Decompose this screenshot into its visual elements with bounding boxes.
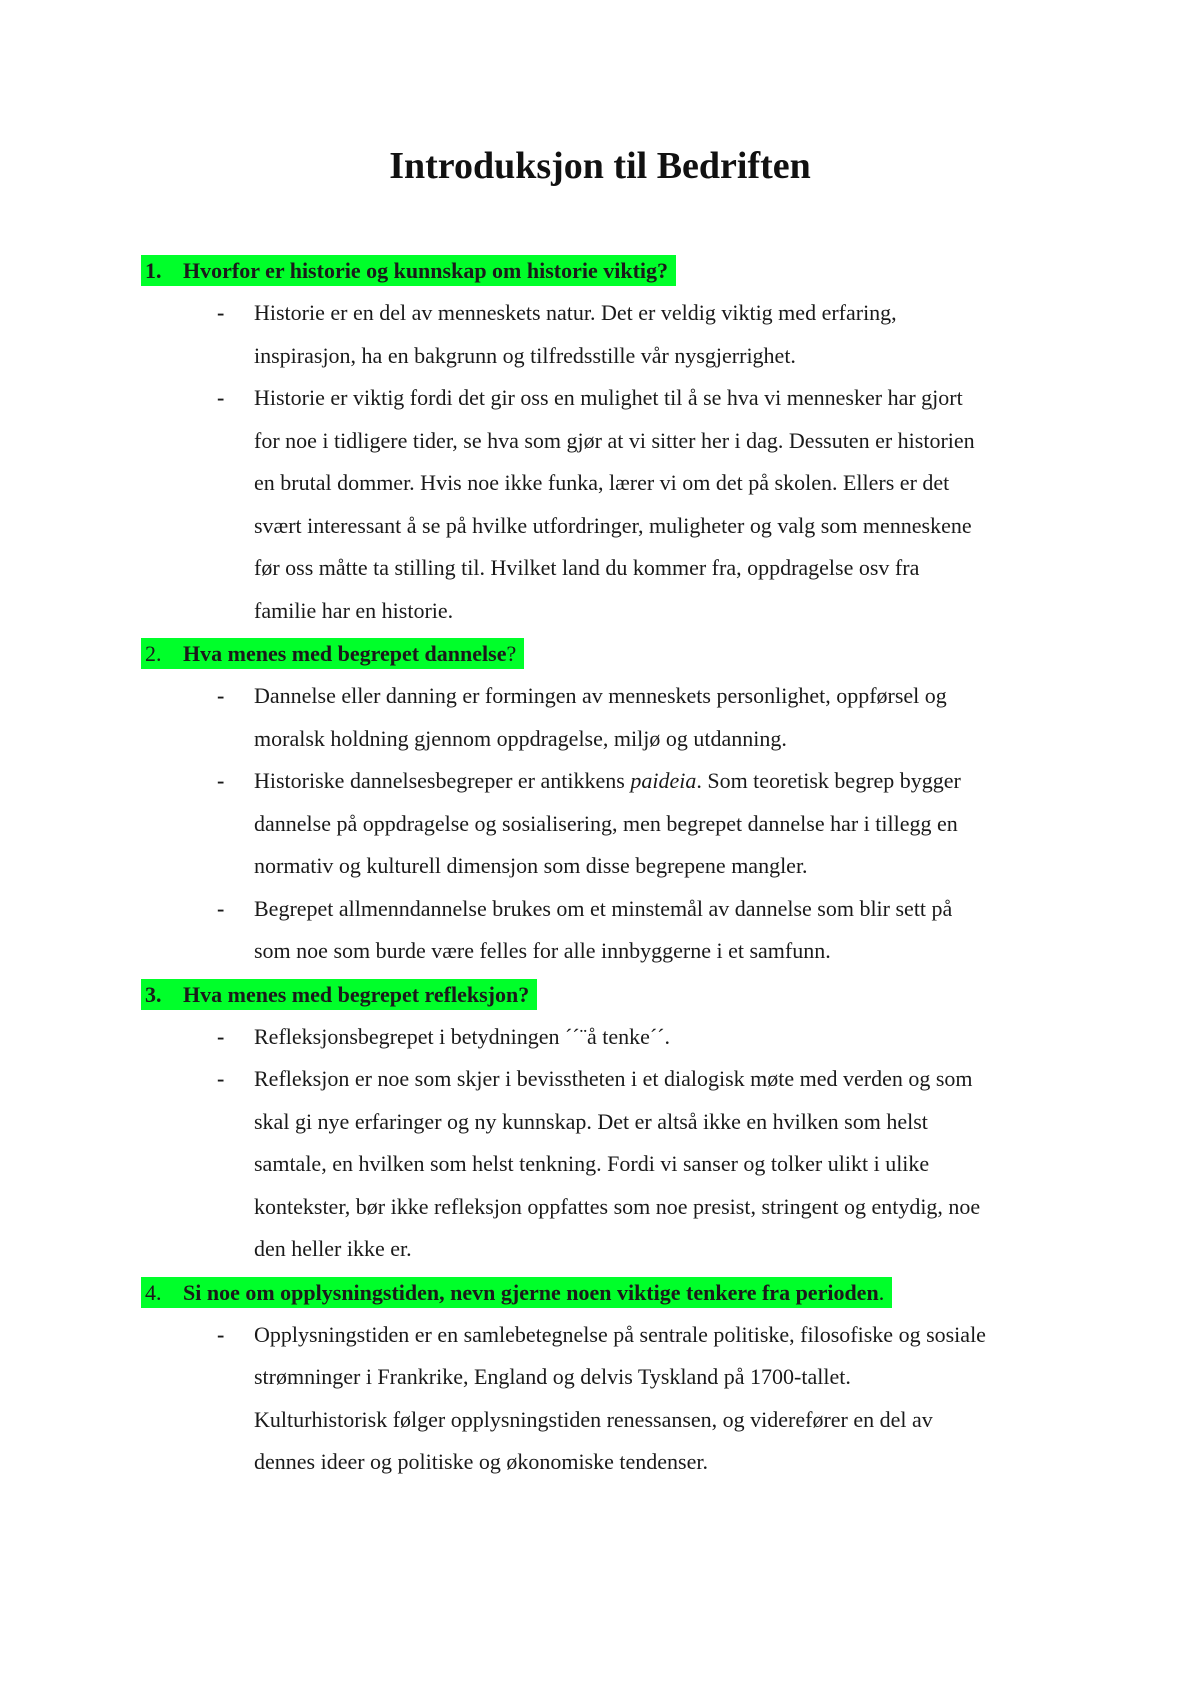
bullet-dash: - <box>217 768 225 793</box>
answer-line: Begrepet allmenndannelse brukes om et minstemål av dannelse som blir sett på <box>254 895 953 921</box>
answer-item <box>141 292 1091 377</box>
answer-line: skal gi nye erfaringer og ny kunnskap. Det er altså ikke en hvilken som helst <box>254 1108 928 1134</box>
answer-item <box>141 1016 1091 1059</box>
question-suffix: . <box>878 1279 885 1305</box>
answer-item <box>141 888 1091 973</box>
question-number: 4. <box>145 1279 162 1305</box>
italic-term: paideia <box>630 768 697 793</box>
answer-text: Historiske dannelsesbegreper er antikkens <box>254 768 631 793</box>
bullet-dash: - <box>217 385 225 410</box>
answer-line: den heller ikke er. <box>254 1236 412 1261</box>
page-title: Introduksjon til Bedriften <box>389 145 811 187</box>
question-text: Hva menes med begrepet dannelse <box>183 641 507 666</box>
answer-line: normativ og kulturell dimensjon som disse begrepene mangler. <box>254 853 808 878</box>
question-text: Hvorfor er historie og kunnskap om historie viktig? <box>183 258 669 283</box>
answer-line: dannelse på oppdragelse og sosialisering, men begrepet dannelse har i tillegg en <box>254 810 958 836</box>
question-text: Si noe om opplysningstiden, nevn gjerne noen viktige tenkere fra perioden <box>183 1279 879 1305</box>
answer-item <box>141 377 1091 632</box>
question-4 <box>141 1271 1091 1314</box>
answer-line <box>254 760 1091 803</box>
answer-line: som noe som burde være felles for alle innbyggerne i et samfunn. <box>254 938 831 963</box>
bullet-dash: - <box>217 1066 225 1091</box>
bullet-dash: - <box>217 300 225 325</box>
answer-line: Historie er viktig fordi det gir oss en mulighet til å se hva vi mennesker har gjort <box>254 385 963 410</box>
answer-line: inspirasjon, ha en bakgrunn og tilfredsstille vår nysgjerrighet. <box>254 342 796 368</box>
answer-line: samtale, en hvilken som helst tenkning. Fordi vi sanser og tolker ulikt i ulike <box>254 1151 930 1176</box>
answer-line: familie har en historie. <box>254 597 454 623</box>
answer-line: før oss måtte ta stilling til. Hvilket land du kommer fra, oppdragelse osv fra <box>254 555 920 580</box>
question-2 <box>141 632 1091 675</box>
answer-line: strømninger i Frankrike, England og delvis Tyskland på 1700-tallet. <box>254 1364 851 1389</box>
answer-line: moralsk holdning gjennom oppdragelse, miljø og utdanning. <box>254 725 787 751</box>
answer-line: kontekster, bør ikke refleksjon oppfattes som noe presist, stringent og entydig, noe <box>254 1193 981 1219</box>
bullet-dash: - <box>217 1023 225 1049</box>
document-body <box>141 249 1091 1484</box>
answer-text: . Som teoretisk begrep bygger <box>696 768 961 793</box>
question-number: 2. <box>145 641 162 666</box>
answer-item <box>141 675 1091 760</box>
bullet-dash: - <box>217 1321 225 1347</box>
question-highlight <box>141 255 676 286</box>
answer-line: Opplysningstiden er en samlebetegnelse på sentrale politiske, filosofiske og sosiale <box>254 1321 986 1347</box>
question-3 <box>141 973 1091 1016</box>
question-highlight <box>141 638 524 669</box>
answer-item <box>141 760 1091 888</box>
question-highlight <box>141 979 537 1010</box>
question-text: Hva menes med begrepet refleksjon? <box>183 981 530 1007</box>
answer-line: Dannelse eller danning er formingen av menneskets personlighet, oppførsel og <box>254 683 947 708</box>
question-highlight <box>141 1277 892 1308</box>
answer-line: Refleksjon er noe som skjer i bevisstheten i et dialogisk møte med verden og som <box>254 1066 973 1091</box>
answer-line: dennes ideer og politiske og økonomiske tendenser. <box>254 1449 708 1474</box>
answer-line: Kulturhistorisk følger opplysningstiden renessansen, og viderefører en del av <box>254 1406 933 1432</box>
bullet-dash: - <box>217 683 225 708</box>
question-number: 1. <box>145 258 162 283</box>
question-suffix: ? <box>506 641 517 666</box>
answer-line: for noe i tidligere tider, se hva som gjør at vi sitter her i dag. Dessuten er historien <box>254 427 975 453</box>
question-number: 3. <box>145 981 162 1007</box>
answer-line: Refleksjonsbegrepet i betydningen ´´¨å tenke´´. <box>254 1023 671 1049</box>
answer-line: en brutal dommer. Hvis noe ikke funka, lærer vi om det på skolen. Ellers er det <box>254 470 950 495</box>
answer-item <box>141 1314 1091 1484</box>
question-1 <box>141 249 1091 292</box>
bullet-dash: - <box>217 895 225 921</box>
answer-line: svært interessant å se på hvilke utfordringer, muligheter og valg som menneskene <box>254 512 972 538</box>
answer-item <box>141 1058 1091 1271</box>
answer-line: Historie er en del av menneskets natur. Det er veldig viktig med erfaring, <box>254 300 897 325</box>
